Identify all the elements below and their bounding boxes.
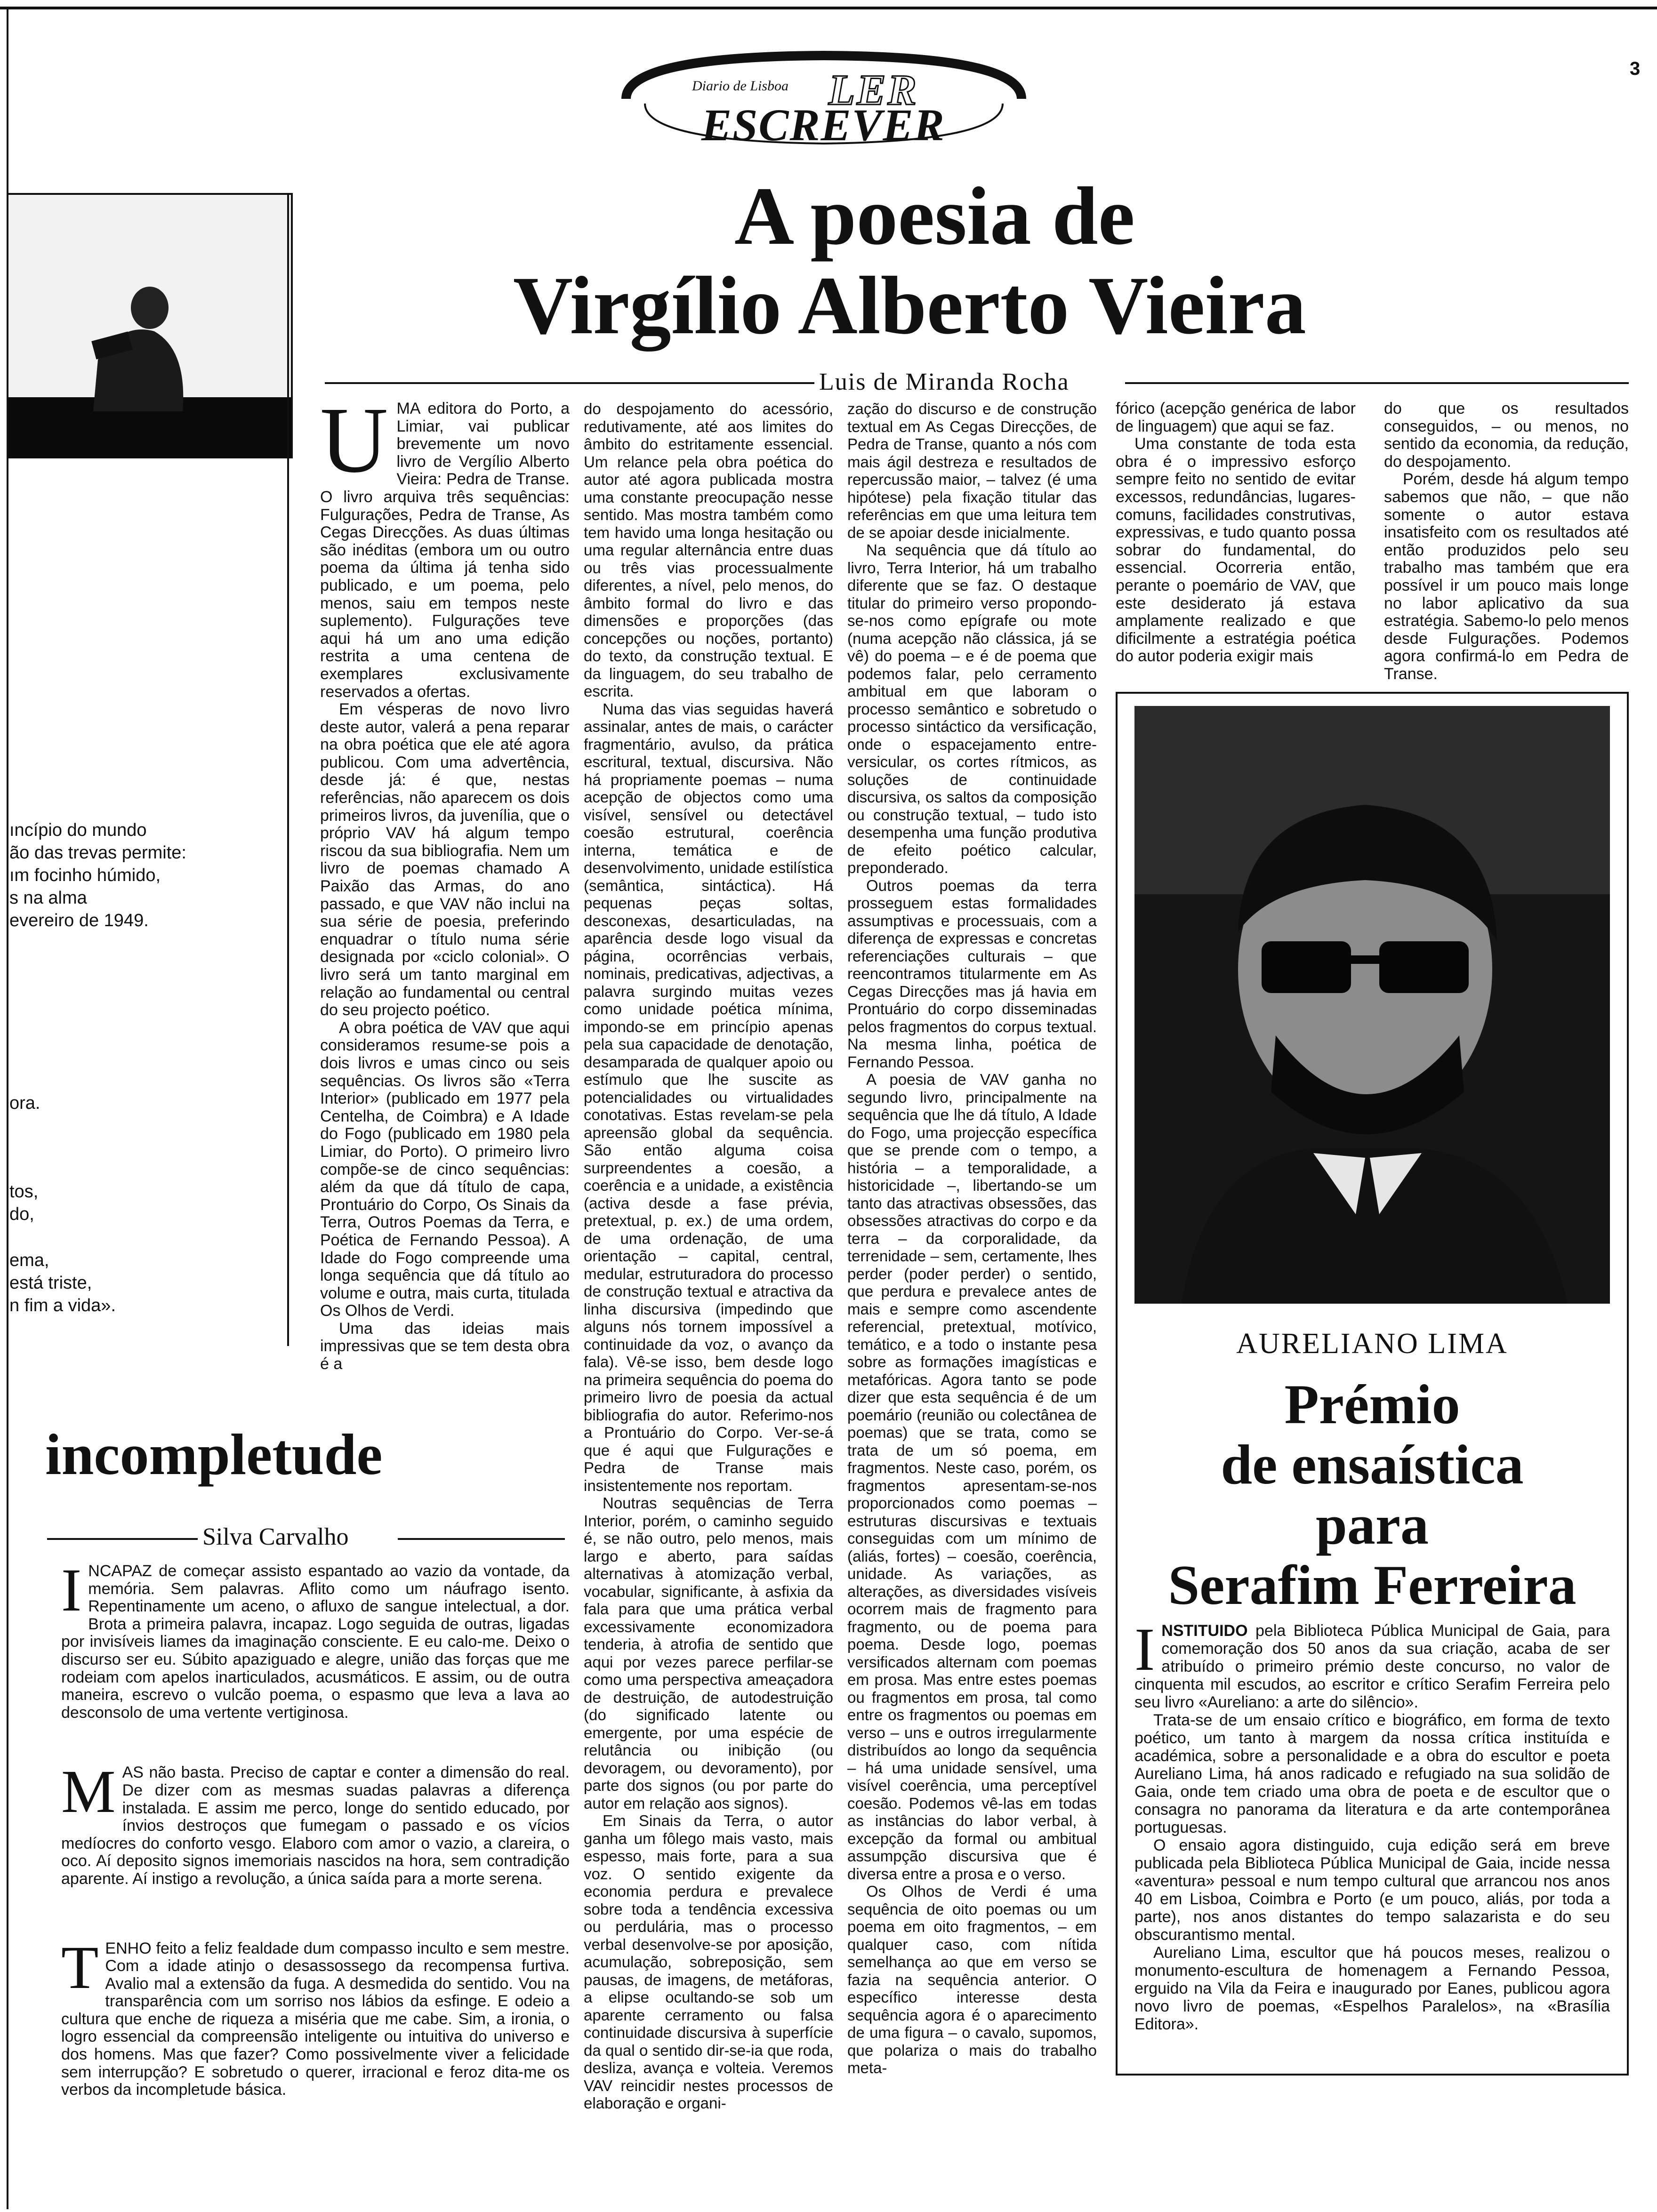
poem-line: do, bbox=[9, 1204, 34, 1224]
masthead-logo bbox=[607, 47, 1040, 151]
poem-fragment bbox=[9, 819, 282, 1317]
article1-column-2 bbox=[584, 400, 833, 2112]
poem-line: ão das trevas permite: bbox=[9, 843, 186, 863]
page-number: 3 bbox=[1630, 58, 1641, 79]
masthead-section-escrever: ESCREVER bbox=[701, 100, 945, 150]
article3-paragraph: Aureliano Lima, escultor que há poucos meses, realizou o monumento-escultura de homenagem a Fernando Pessoa, erguido na Vila da Feira e inaugurado por Eanes, publicou agora novo livro de poemas, «Espelhos Paralelos», na «Brasília Editora». bbox=[1134, 1944, 1610, 2033]
article-title-line1: A poesia de bbox=[734, 170, 1135, 262]
article1-paragraph: Uma constante de toda esta obra é o impressivo esforço sempre feito no sentido de evitar excessos, redundâncias, lugares-comuns, facilidades construtivas, expressivas, e tudo quanto possa sobrar do fundamental, do essencial. Ocorreria então, perante o poemário de VAV, que este desiderato já estava amplamente realizado e que dificilmente a estratégia poética do autor poderia exigir mais bbox=[1116, 435, 1356, 665]
article1-paragraph: Uma das ideias mais impressivas que se tem desta obra é a bbox=[320, 1319, 570, 1373]
article1-column-3 bbox=[847, 400, 1097, 2077]
article1-paragraph: Em Sinais da Terra, o autor ganha um fôlego mais vasto, mais espesso, mais forte, para a sua voz. O sentido exigente da economia perdura e prevalece sobre toda a tendência excessiva ou perdulária, mas o processo verbal desenvolve-se por aposição, acumulação, sobreposição, sem pausas, de imagens, de metáforas, a elipse ocultando-se sob um aparente cerramento ou falsa continuidade discursiva à superfície da qual o sentido dir-se-ia que roda, desliza, avança e volteia. Veremos VAV reincidir nestes processos de elaboração e organi- bbox=[584, 1812, 833, 2112]
article1-paragraph: zação do discurso e de construção textual em As Cegas Direcções, de Pedra de Transe, quanto a nós com mais ágil destreza e resultados de repercussão maior, – talvez (é uma hipótese) pela fixação titular das referências em que uma leitura tem de se apoiar desde inicialmente. bbox=[847, 400, 1097, 541]
poem-line: ora. bbox=[9, 1093, 40, 1113]
left-photo-frame bbox=[8, 193, 293, 458]
article3-paragraph: O ensaio agora distinguido, cuja edição será em breve publicada pela Biblioteca Pública Municipal de Gaia, incide nessa «aventura» pessoal e num tempo cultural que arrancou nos anos 40 em Lisboa, Coimbra e Porto (e um pouco, aliás, por toda a parte), nos anos distantes do tempo salazarista e do seu obscurantismo mental. bbox=[1134, 1836, 1610, 1944]
article1-dropcap: U bbox=[320, 388, 388, 492]
article3-paragraph: Trata-se de um ensaio crítico e biográfico, em forma de texto poético, um tanto à margem da nossa crítica instituída e académica, sobre a personalidade e a obra do escultor e poeta Aureliano Lima, há anos radicado e refugiado na sua solidão de Gaia, onde tem criado uma obra de poeta e de escultor que o consagra no panorama da literatura e da arte contemporânea portuguesas. bbox=[1134, 1711, 1610, 1836]
byline-rule-left bbox=[325, 382, 814, 384]
article2-byline: Silva Carvalho bbox=[202, 1523, 349, 1550]
article2-dropcap: T bbox=[61, 1933, 99, 2002]
article3-dropcap: I bbox=[1134, 1616, 1155, 1683]
masthead-section-ler: LER bbox=[828, 66, 918, 114]
article3-title-line4: Serafim Ferreira bbox=[1168, 1554, 1577, 1616]
article1-paragraph: do despojamento do acessório, redutivamente, até aos limites do âmbito do estritamente essencial. Um relance pela obra poética do autor até agora publicada mostra uma constante preocupação nesse sentido. Mas mostra também como tem havido uma longa hesitação ou uma regular alternância entre duas ou três vias processualmente diferentes, a nível, pelo menos, do âmbito formal do livro e das dimensões e proporções (das concepções ou noções, portanto) do texto, da construção textual. E da linguagem, do seu trabalho de escrita. bbox=[584, 400, 833, 700]
article1-column-4 bbox=[1116, 400, 1356, 665]
article3-title-line1: Prémio bbox=[1284, 1373, 1460, 1435]
article2-paragraph bbox=[61, 1933, 570, 2099]
article2-text: não basta. Preciso de captar e conter a dimensão do real. De dizer com as mesmas suadas palavras a diferença instalada. E assim me perco, longe do sentido educado, por ínvios destroços que fumegam o passado e os vícios medíocres do conforto vesgo. Elaboro com amor o vazio, a clareira, o oco. Aí deposito signos imemoriais nascidos na hora, sem contradição aparente. Aí instigo a revolução, a única saída para a morte serena. bbox=[61, 1763, 570, 1888]
article-byline: Luis de Miranda Rocha bbox=[819, 369, 1070, 395]
article3-title-line2: de ensaística bbox=[1221, 1433, 1524, 1496]
article2-lead: NCAPAZ bbox=[88, 1562, 152, 1580]
left-photo-vertical-rule bbox=[287, 193, 289, 1346]
article2-byline-rule-right bbox=[398, 1538, 565, 1540]
article3-body bbox=[1134, 1616, 1610, 2033]
article1-paragraph: A obra poética de VAV que aqui consideramos resume-se pois a dois livros e umas cinco ou seis sequências. Os livros são «Terra Interior» (publicado em 1977 pela Centelha, de Coimbra) e A Idade do Fogo (publicado em 1980 pela Limiar, do Porto). O primeiro livro compõe-se de cinco sequências: além da que dá título de capa, Prontuário do Corpo, Os Sinais da Terra, Outros Poemas da Terra, e Poética de Fernando Pessoa). A Idade do Fogo compreende uma longa sequência que dá título ao volume e outra, mais curta, titulada Os Olhos de Verdi. bbox=[320, 1018, 570, 1320]
article2-paragraph bbox=[61, 1556, 570, 1722]
article2-title: incompletude bbox=[45, 1422, 383, 1487]
article2-lead: AS bbox=[122, 1763, 144, 1782]
poem-line: ema, bbox=[9, 1250, 49, 1270]
article1-paragraph: Outros poemas da terra prosseguem estas formalidades assumptivas e processuais, com a diferença de expressas e concretas referenciações culturais – que reencontramos titularmente em As Cegas Direcções mas já havia em Prontuário do corpo disseminadas pelos fragmentos do corpus textual. Na mesma linha, poética de Fernando Pessoa. bbox=[847, 876, 1097, 1071]
article1-paragraph: A poesia de VAV ganha no segundo livro, principalmente na sequência que lhe dá título, A Idade do Fogo, uma projecção específica que se prende com o tempo, a história – a temporalidade, a historicidade –, libertando-se um tanto das atractivas obsessões, das obsessões atractivas do corpo e da terra – da corporalidade, da terrenidade – sem, certamente, lhes perder (poder perder) o sentido, que perdura e prevalece antes de mais e sempre como ascendente referencial, pretextual, motívico, temático, e a todo o instante pesa sobre as formações imagísticas e metafóricas. Agora tanto se pode dizer que esta sequência é de um poemário (reunião ou colectânea de poemas) que se trata, como se trata de um só poema, em fragmentos. Neste caso, porém, os fragmentos apresentam-se-nos proporcionados como poemas – estruturas discursivas e textuais conseguidas com um mínimo de (aliás, fortes) – coesão, coerência, unidade. As variações, as alterações, as diversidades visíveis ocorrem mais de fragmento para fragmento, ou de poema para poema. Desde logo, poemas versificados alternam com poemas em prosa. Mas entre estes poemas ou fragmentos em prosa, tal como entre os fragmentos ou poemas em verso – uns e outros irregularmente distribuídos ao longo da sequência – há uma unidade sensível, uma visível coerência, uma perceptível coesão. Podemos vê-las em todas as instâncias do labor verbal, à excepção da formal ou ambitual assumpção discursiva que é diversa entre a prosa e o verso. bbox=[847, 1071, 1097, 1883]
article1-paragraph: Na sequência que dá título ao livro, Terra Interior, há um trabalho diferente que se faz. O destaque titular do primeiro verso propondo-se-nos como epígrafe ou mote (numa acepção não clássica, já se vê) do poema – e é de poema que podemos falar, pelo cerramento ambitual em que laboram o processo semântico e sobretudo o processo sintáctico da versificação, onde o espacejamento entre-versicular, os cortes rítmicos, as soluções de continuidade discursiva, os saltos da composição ou construção textual, – tudo isto desempenha uma função produtiva de efeito poético calcular, preponderado. bbox=[847, 541, 1097, 876]
article2-text: de começar assisto espantado ao vazio da vontade, da memória. Sem palavras. Aflito como um náufrago isento. Repentinamente um aceno, o afluxo de sangue intelectual, a dor. Brota a primeira palavra, incapaz. Logo seguida de outras, ligadas por invisíveis liames da imaginação consciente. E eu calo-me. Deixo o discurso ser eu. Súbito apaziguado e alegre, união das forças que me rodeiam com apelos inarticulados, acusmáticos. E assim, ou de outra maneira, escrevo o vulcão poema, o espasmo que leva a lava ao desconsolo de uma vertente vertiginosa. bbox=[61, 1562, 570, 1722]
article-title-line2: Virgílio Alberto Vieira bbox=[513, 260, 1306, 352]
left-photo-figure bbox=[79, 280, 192, 411]
article2-text: feito a feliz fealdade dum compasso inculto e sem mestre. Com a idade atinjo o desassossego da recompensa furtiva. Avalio mal a extensão da fuga. A desmedida do sentido. Vou na transparência com um sorriso nos lábios da esfinge. E odeio a cultura que enche de riqueza a miséria que me cabe. Sim, a ironia, o logro essencial da compreensão inteligente ou intuitiva do universo e dos homens. Mas que fazer? Como possivelmente viver a felicidade sem interrupção? E sobretudo o querer, irracional e feroz dita-me os verbos da incompletude básica. bbox=[61, 1939, 570, 2099]
portrait-illustration bbox=[1134, 706, 1610, 1304]
article3-lead: NSTITUIDO bbox=[1161, 1622, 1248, 1640]
poem-line: n fim a vida». bbox=[9, 1296, 116, 1315]
article1-paragraph: Numa das vias seguidas haverá assinalar, antes de mais, o carácter fragmentário, avulso, da prática escritural, textual, discursiva. Não há propriamente poemas – numa acepção de objectos como uma visível, sensível ou detectável coesão estrutural, coerência interna, temática e de desenvolvimento, unidade estilística (semântica, sintáctica). Há pequenas peças soltas, desconexas, desarticuladas, na aparência desde logo visual da página, ocorrências verbais, nominais, predicativas, adjectivas, a palavra surgindo muitas vezes como unidade poética mínima, impondo-se em princípio apenas pela sua capacidade de denotação, desamparada de qualquer apoio ou estímulo que lhe suscite as potencialidades ou virtualidades conotativas. Estas revelam-se pela apreensão global da sequência. São então alguma coisa surpreendentes a coesão, a coerência e a unidade, a existência (activa desde a fase prévia, pretextual, p. ex.) de uma ordem, de uma ordenação, de uma orientação – capital, central, medular, estruturadora do processo de construção textual e atractiva da linha discursiva (impedindo que alguns nós tornem impossível a continuidade da voz, o avanço da fala). Vê-se isso, bem desde logo na primeira sequência do poema do primeiro livro de poesia da actual bibliografia do autor. Referimo-nos a Prontuário do Corpo. Ver-se-á que é aqui que Fulgurações e Pedra de Transe mais insistentemente nos reportam. bbox=[584, 700, 833, 1494]
article1-column-1 bbox=[320, 388, 570, 1373]
article3-title-line3: para bbox=[1316, 1493, 1429, 1556]
top-page-rule bbox=[0, 7, 1657, 9]
poem-line: evereiro de 1949. bbox=[9, 911, 149, 930]
article2-dropcap: I bbox=[61, 1556, 82, 1624]
article1-paragraph: Noutras sequências de Terra Interior, porém, o caminho seguido é, se não outro, pelo menos, mais largo e aberto, para saídas alternativas à atomização verbal, vocabular, significante, à asfixia da fala para que uma prática verbal excessivamente economizadora tenderia, à atrofia de sentido que aqui por vezes parece perfilar-se como uma perspectiva ameaçadora de destruição, de autodestruição (do significado latente ou emergente, por uma espécie de relutância ou inibição (ou devoragem, ou devoramento), por parte dos signos (ou por parte do autor em relação aos signos). bbox=[584, 1494, 833, 1812]
article3-text: pela Biblioteca Pública Municipal de Gaia, para comemoração dos 50 anos da sua criação, acaba de ser atribuído o primeiro prémio deste concurso, no valor de cinquenta mil escudos, ao escritor e crítico Serafim Ferreira pelo seu livro «Aureliano: a arte do silêncio». bbox=[1134, 1622, 1610, 1711]
article1-paragraph: Os Olhos de Verdi é uma sequência de oito poemas ou um poema em oito fragmentos, – em qualquer caso, com nítida semelhança ao que em verso se fazia na sequência anterior. O específico interesse desta sequência agora é o aparecimento de uma figura – o cavalo, supomos, que polariza o mais do trabalho meta- bbox=[847, 1883, 1097, 2076]
article3-kicker: AURELIANO LIMA bbox=[1236, 1328, 1508, 1360]
poem-line: s na alma bbox=[9, 888, 87, 908]
article2-byline-rule-left bbox=[47, 1538, 198, 1540]
article2-dropcap: M bbox=[61, 1758, 116, 1826]
poem-line: está triste, bbox=[9, 1273, 92, 1293]
poem-line: ıncípio do mundo bbox=[9, 820, 147, 840]
portrait-photo bbox=[1134, 706, 1610, 1304]
article1-paragraph: Porém, desde há algum tempo sabemos que não, – que não somente o autor estava insatisfeito com os resultados até então produzidos pelo seu trabalho mas também que era possível ir um pouco mais longe no labor aplicativo da sua estratégia. Sabemo-lo pelo menos desde Fulgurações. Podemos agora confirmá-lo em Pedra de Transe. bbox=[1384, 470, 1629, 683]
article2-paragraph bbox=[61, 1758, 570, 1888]
article1-paragraph: MA editora do Porto, a Limiar, vai publicar brevemente um novo livro de Vergílio Alberto Vieira: Pedra de Transe. O livro arquiva três sequências: Fulgurações, Pedra de Transe, As Cegas Direcções. As duas últimas são inéditas (embora um ou outro poema da última já tenha sido publicado, e um poema, pelo menos, saiu em tempos neste suplemento). Fulgurações teve aqui há um ano uma edição restrita a uma centena de exemplares exclusivamente reservados a ofertas. bbox=[320, 400, 570, 701]
article1-column-5 bbox=[1384, 400, 1629, 683]
article3-paragraph bbox=[1134, 1616, 1610, 1711]
masthead-newspaper-name: Diario de Lisboa bbox=[692, 78, 789, 94]
poem-line: ım focinho húmido, bbox=[9, 866, 161, 885]
article1-paragraph: fórico (acepção genérica de labor de linguagem) que aqui se faz. bbox=[1116, 400, 1356, 435]
article1-paragraph: Em vésperas de novo livro deste autor, valerá a pena reparar na obra poética que ele até agora publicou. Com uma advertência, desde já: é que, nestas referências, não aparecem os dois primeiros livros, da juvenília, que o próprio VAV há algum tempo riscou da sua bibliografia. Nem um livro de poemas chamado A Paixão das Armas, do ano passado, e que VAV não inclui na sua série de poesia, preferindo enquadrar o título numa série designada por «ciclo colonial». O livro será um tanto marginal em relação ao fundamental ou central do seu projecto poético. bbox=[320, 700, 570, 1019]
article1-paragraph: do que os resultados conseguidos, – ou menos, no sentido da economia, da redução, do despojamento. bbox=[1384, 400, 1629, 471]
article2-lead: ENHO bbox=[105, 1939, 152, 1957]
byline-rule-right bbox=[1125, 382, 1629, 384]
article2-body bbox=[61, 1556, 570, 2099]
poem-line: tos, bbox=[9, 1182, 39, 1202]
